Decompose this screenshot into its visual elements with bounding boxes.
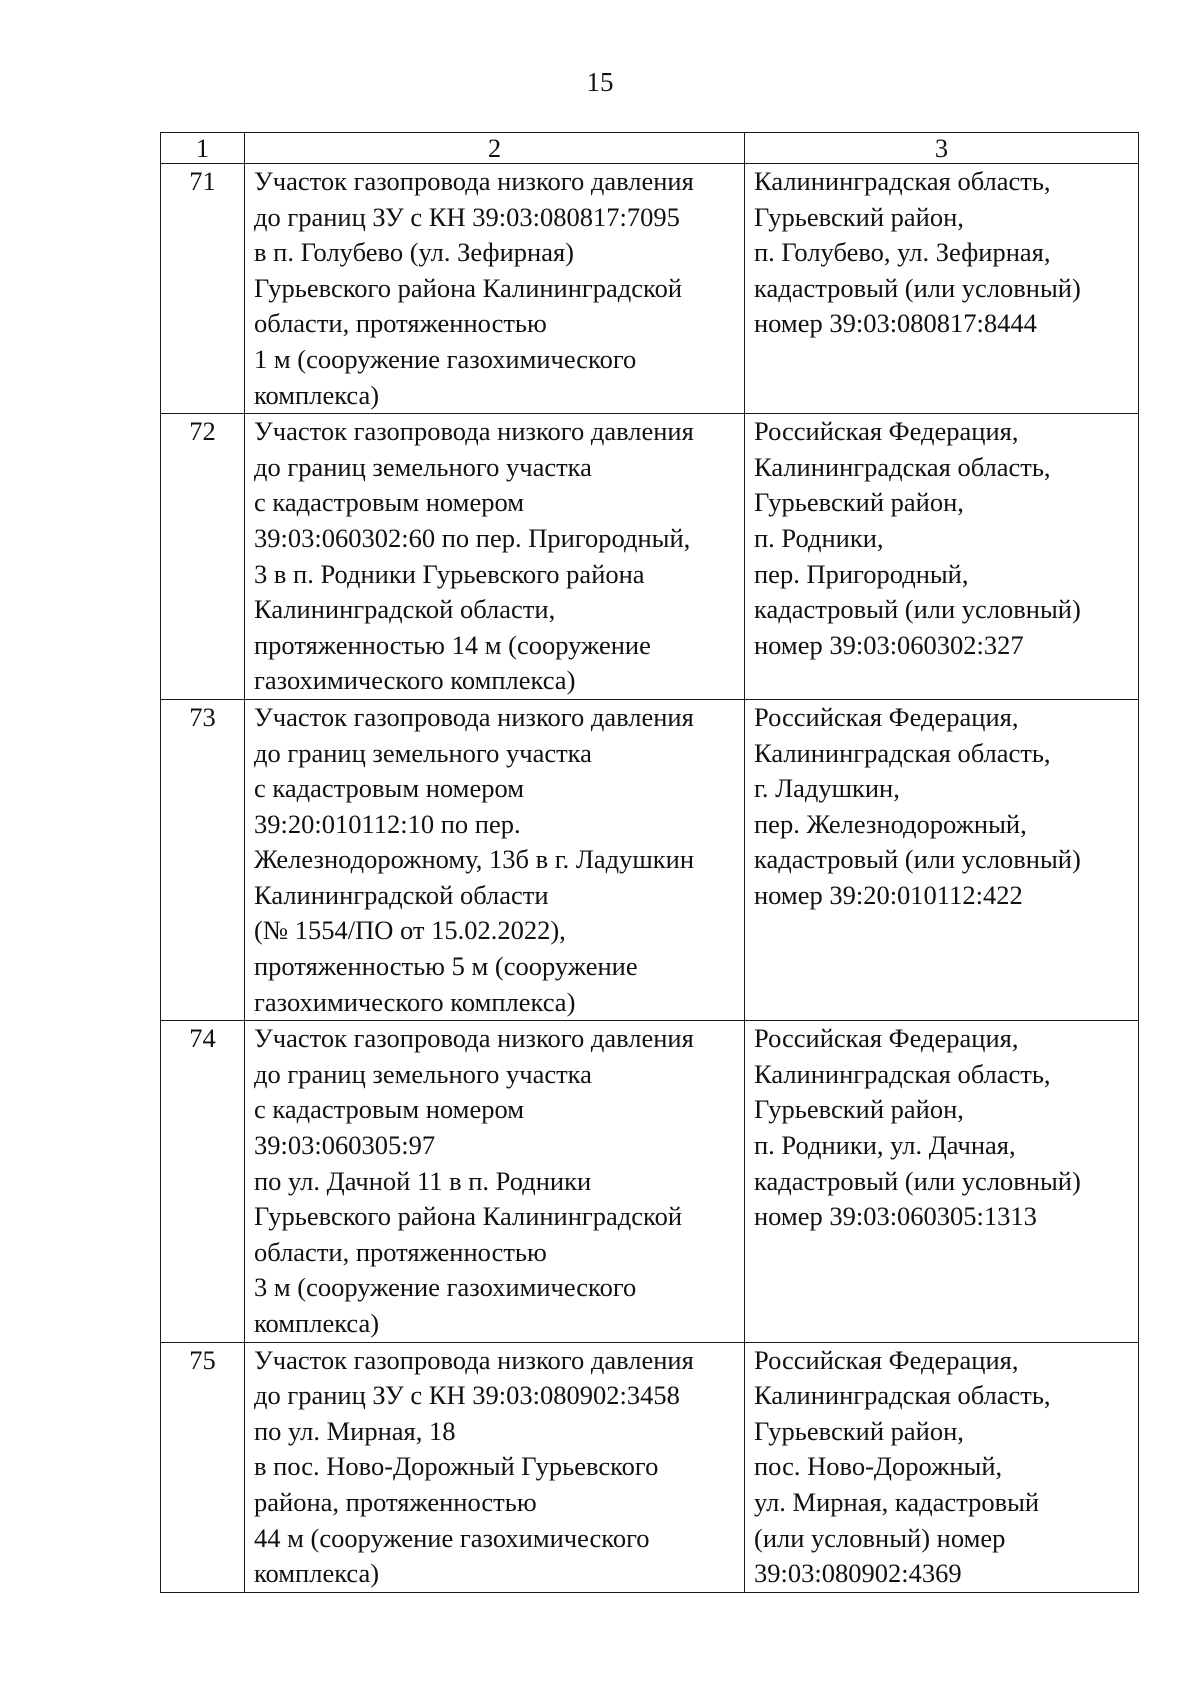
location-line: (или условный) номер xyxy=(754,1522,1006,1553)
location-line: п. Голубево, ул. Зефирная, xyxy=(754,237,1051,268)
table-row xyxy=(161,1021,1139,1342)
description-line: до границ ЗУ с КН 39:03:080817:7095 xyxy=(254,201,680,232)
description-line: протяженностью 14 м (сооружение xyxy=(254,629,651,660)
objects-table xyxy=(160,132,1139,1593)
location-line: Российская Федерация, xyxy=(754,416,1019,447)
description-line: (№ 1554/ПО от 15.02.2022), xyxy=(254,915,566,946)
object-location-cell xyxy=(745,164,1139,414)
description-line: Участок газопровода низкого давления xyxy=(254,701,694,732)
location-line: Российская Федерация, xyxy=(754,701,1019,732)
location-line: кадастровый (или условный) xyxy=(754,594,1081,625)
location-line: номер 39:03:060305:1313 xyxy=(754,1201,1037,1232)
description-line: протяженностью 5 м (сооружение xyxy=(254,951,638,982)
description-line: области, протяженностью xyxy=(254,308,547,339)
location-line: кадастровый (или условный) xyxy=(754,272,1081,303)
page-number: 15 xyxy=(586,67,614,97)
description-line: с кадастровым номером xyxy=(254,1094,524,1125)
location-line: Калининградская область, xyxy=(754,1380,1051,1411)
location-line: номер 39:03:060302:327 xyxy=(754,629,1024,660)
description-line: Участок газопровода низкого давления xyxy=(254,1023,694,1054)
object-description-cell xyxy=(245,164,745,414)
description-line: с кадастровым номером xyxy=(254,773,524,804)
column-header-2: 2 xyxy=(245,133,745,164)
row-number: 73 xyxy=(161,699,245,1020)
location-line: Российская Федерация, xyxy=(754,1344,1019,1375)
description-line: в п. Голубево (ул. Зефирная) xyxy=(254,237,574,268)
description-line: Участок газопровода низкого давления xyxy=(254,166,694,196)
row-number: 71 xyxy=(161,164,245,414)
description-line: газохимического комплекса) xyxy=(254,665,576,696)
location-line: пер. Пригородный, xyxy=(754,558,969,589)
column-header-1: 1 xyxy=(161,133,245,164)
description-line: до границ ЗУ с КН 39:03:080902:3458 xyxy=(254,1380,680,1411)
row-number: 75 xyxy=(161,1342,245,1592)
location-line: кадастровый (или условный) xyxy=(754,1165,1081,1196)
location-line: Гурьевский район, xyxy=(754,201,964,232)
description-line: 44 м (сооружение газохимического xyxy=(254,1522,650,1553)
location-line: номер 39:03:080817:8444 xyxy=(754,308,1037,339)
location-line: кадастровый (или условный) xyxy=(754,844,1081,875)
location-line: пер. Железнодорожный, xyxy=(754,808,1027,839)
description-line: Участок газопровода низкого давления xyxy=(254,416,694,447)
description-line: Участок газопровода низкого давления xyxy=(254,1344,694,1375)
column-header-3: 3 xyxy=(745,133,1139,164)
description-line: Гурьевского района Калининградской xyxy=(254,272,683,303)
description-line: до границ земельного участка xyxy=(254,1058,592,1089)
location-line: Российская Федерация, xyxy=(754,1023,1019,1054)
description-line: 39:03:060305:97 xyxy=(254,1130,436,1161)
object-description-cell xyxy=(245,1342,745,1592)
description-line: 39:03:060302:60 по пер. Пригородный, xyxy=(254,522,691,553)
description-line: 39:20:010112:10 по пер. xyxy=(254,808,521,839)
description-line: комплекса) xyxy=(254,1308,380,1338)
description-line: до границ земельного участка xyxy=(254,737,592,768)
description-line: области, протяженностью xyxy=(254,1236,547,1267)
table-row xyxy=(161,414,1139,700)
description-line: с кадастровым номером xyxy=(254,487,524,518)
description-line: Железнодорожному, 13б в г. Ладушкин xyxy=(254,844,695,875)
location-line: Калининградская область, xyxy=(754,737,1051,768)
object-description-cell xyxy=(245,414,745,700)
table-row xyxy=(161,164,1139,414)
description-line: комплекса) xyxy=(254,1558,380,1589)
description-line: Калининградской области, xyxy=(254,594,556,625)
description-line: по ул. Дачной 11 в п. Родники xyxy=(254,1165,592,1196)
object-location-cell xyxy=(745,699,1139,1020)
description-line: 3 м (сооружение газохимического xyxy=(254,1272,637,1303)
table-row xyxy=(161,699,1139,1020)
description-line: до границ земельного участка xyxy=(254,451,592,482)
location-line: Гурьевский район, xyxy=(754,1415,964,1446)
location-line: Гурьевский район, xyxy=(754,1094,964,1125)
description-line: 3 в п. Родники Гурьевского района xyxy=(254,558,645,589)
location-line: Гурьевский район, xyxy=(754,487,964,518)
table-row xyxy=(161,1342,1139,1592)
description-line: по ул. Мирная, 18 xyxy=(254,1415,456,1446)
location-line: Калининградская область, xyxy=(754,1058,1051,1089)
object-location-cell xyxy=(745,1342,1139,1592)
location-line: номер 39:20:010112:422 xyxy=(754,879,1023,910)
description-line: в пос. Ново-Дорожный Гурьевского xyxy=(254,1451,659,1482)
location-line: п. Родники, xyxy=(754,522,884,553)
row-number: 74 xyxy=(161,1021,245,1342)
object-description-cell xyxy=(245,1021,745,1342)
description-line: района, протяженностью xyxy=(254,1486,537,1517)
description-line: Калининградской области xyxy=(254,879,549,910)
object-description-cell xyxy=(245,699,745,1020)
description-line: Гурьевского района Калининградской xyxy=(254,1201,683,1232)
location-line: Калининградская область, xyxy=(754,451,1051,482)
description-line: 1 м (сооружение газохимического xyxy=(254,343,637,374)
location-line: п. Родники, ул. Дачная, xyxy=(754,1130,1016,1161)
description-line: газохимического комплекса) xyxy=(254,986,576,1017)
description-line: комплекса) xyxy=(254,379,380,410)
location-line: ул. Мирная, кадастровый xyxy=(754,1486,1040,1517)
table-header-row xyxy=(161,133,1139,164)
location-line: г. Ладушкин, xyxy=(754,773,900,804)
object-location-cell xyxy=(745,414,1139,700)
row-number: 72 xyxy=(161,414,245,700)
object-location-cell xyxy=(745,1021,1139,1342)
location-line: Калининградская область, xyxy=(754,166,1051,196)
location-line: пос. Ново-Дорожный, xyxy=(754,1451,1003,1482)
location-line: 39:03:080902:4369 xyxy=(754,1558,962,1589)
